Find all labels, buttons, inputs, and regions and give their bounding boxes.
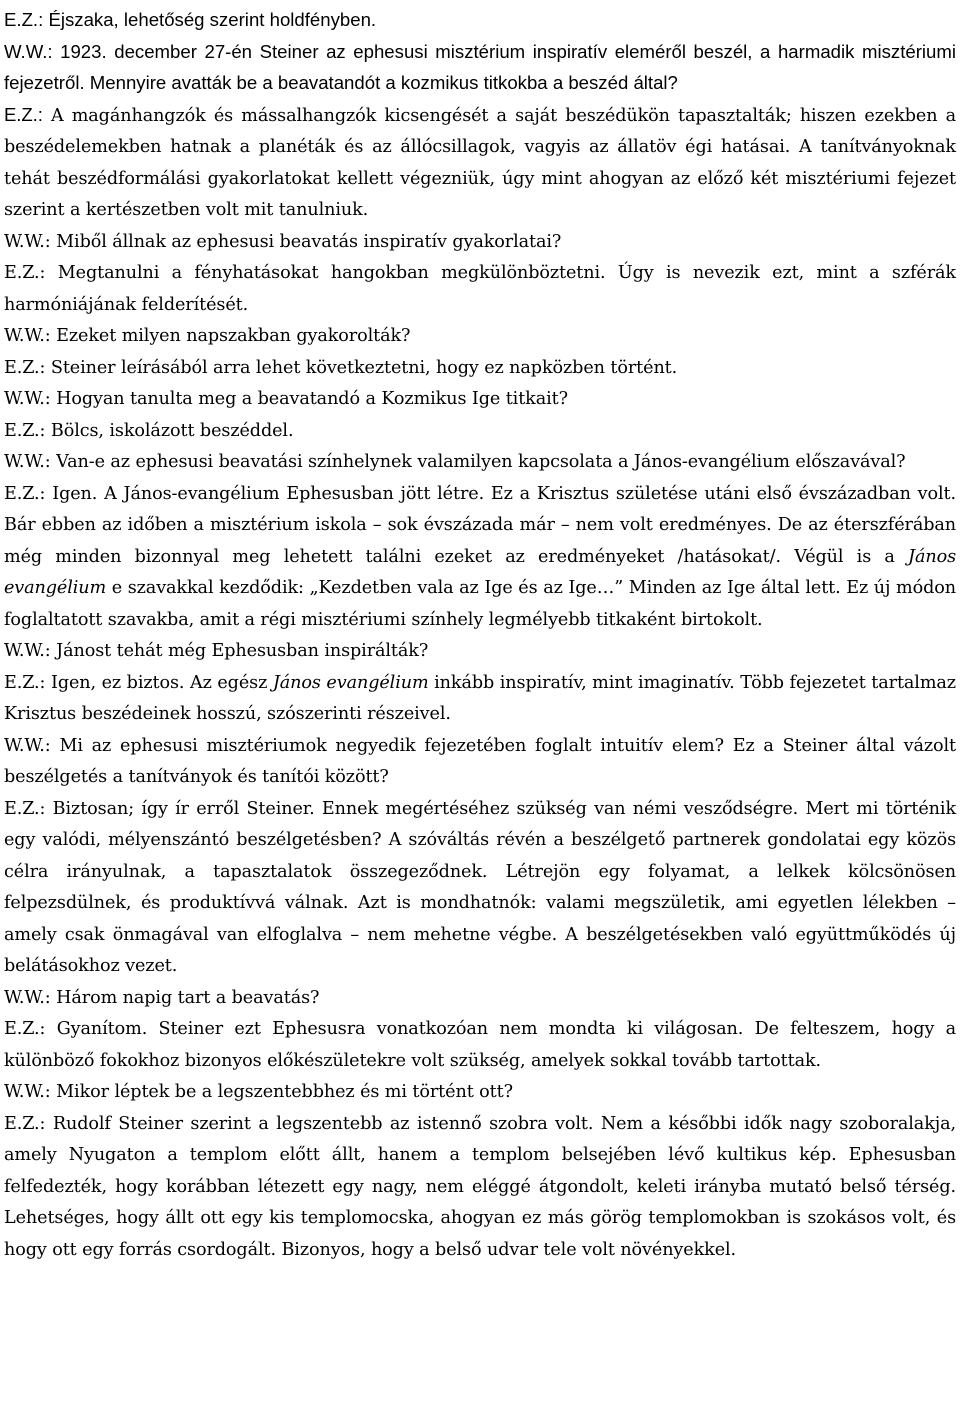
text-run: Igen. A János-evangélium Ephesusban jött létre. Ez a Krisztus születése utáni első évszázadban volt. Bár ebben az időben a misztérium iskola – sok évszázada már – nem volt eredményes. De az éterszférában még minden bizonnyal meg lehetett találni ezeket az eredményeket /hatásokat/. Végül is a bbox=[4, 483, 956, 567]
text-run: Mi az ephesusi misztériumok negyedik fejezetében foglalt intuitív elem? Ez a Steiner által vázolt beszélgetés a tanítványok és tanítói között? bbox=[4, 735, 956, 787]
text-run: Megtanulni a fényhatásokat hangokban megkülönböztetni. Úgy is nevezik ezt, mint a szférák harmóniájának felderítését. bbox=[4, 263, 956, 315]
speaker-label: W.W.: bbox=[4, 326, 51, 346]
dialogue-paragraph bbox=[4, 983, 956, 1015]
paragraph-text bbox=[56, 1082, 513, 1102]
dialogue-paragraph bbox=[4, 227, 956, 259]
dialogue-paragraph bbox=[4, 321, 956, 353]
dialogue-paragraph bbox=[4, 447, 956, 479]
paragraph-text bbox=[48, 9, 376, 30]
dialogue-paragraph bbox=[4, 99, 956, 227]
speaker-label: W.W.: bbox=[4, 1082, 51, 1102]
paragraph-text bbox=[56, 452, 905, 472]
text-run: Gyanítom. Steiner ezt Ephesusra vonatkozóan nem mondta ki világosan. De felteszem, hogy a különböző fokokhoz bizonyos előkészületekre volt szükség, amelyek sokkal tovább tartottak. bbox=[4, 1019, 956, 1071]
text-run: Biztosan; így ír erről Steiner. Ennek megértéséhez szükség van némi vesződségre. Mert mi történik egy valódi, mélyenszántó beszélgetésben? A szóváltás révén a beszélgető partnerek gondolatai egy közös célra irányulnak, a tapasztalatok összegeződnek. Létrejön egy folyamat, a lelkek kölcsönösen felpezsdülnek, és produktívvá válnak. Azt is mondhatnók: valami megszületik, ami egyetlen lélekben – amely csak önmagával van elfoglalva – nem mehetne végbe. A beszélgetésekben való együttműködés új belátásokhoz vezet. bbox=[4, 798, 957, 976]
dialogue-paragraph bbox=[4, 636, 956, 668]
speaker-label: W.W.: bbox=[4, 452, 51, 472]
paragraph-text bbox=[51, 421, 294, 441]
dialogue-paragraph bbox=[4, 1014, 956, 1077]
speaker-label: E.Z.: bbox=[4, 263, 46, 283]
paragraph-text bbox=[56, 232, 561, 252]
text-run: 1923. december 27-én Steiner az ephesusi misztérium inspiratív eleméről beszél, a harmadik misztériumi fejezetről. Mennyire avatták be a beavatandót a kozmikus titkokba a beszéd által? bbox=[4, 40, 956, 93]
dialogue-paragraph bbox=[4, 416, 956, 448]
text-run: Bölcs, iskolázott beszéddel. bbox=[50, 420, 294, 441]
paragraph-text bbox=[56, 988, 319, 1008]
italic-title: János evangélium bbox=[4, 546, 956, 598]
speaker-label: E.Z.: bbox=[4, 420, 46, 441]
dialogue-paragraph bbox=[4, 4, 956, 36]
italic-title: János evangélium bbox=[272, 672, 429, 693]
speaker-label: E.Z.: bbox=[4, 103, 43, 125]
dialogue-paragraph bbox=[4, 731, 956, 794]
paragraph-text bbox=[4, 41, 956, 94]
text-run: Jánost tehát még Ephesusban inspirálták? bbox=[56, 641, 429, 661]
text-run: Hogyan tanulta meg a beavatandó a Kozmikus Ige titkait? bbox=[56, 389, 568, 409]
dialogue-paragraph bbox=[4, 479, 956, 637]
paragraph-text bbox=[4, 1114, 956, 1260]
text-run: Ezeket milyen napszakban gyakorolták? bbox=[56, 326, 411, 346]
text-run: Steiner leírásából arra lehet következtetni, hogy ez napközben történt. bbox=[50, 357, 678, 378]
text-run: Rudolf Steiner szerint a legszentebb az istennő szobra volt. Nem a későbbi idők nagy szoboralakja, amely Nyugaton a templom előtt állt, hanem a templom belsejében lévő kultikus kép. Ephesusban felfedezték, hogy korábban létezett egy nagy, nem eléggé átgondolt, keleti irányba mutató belső térség. Lehetséges, hogy állt ott egy kis templomocska, ahogyan ez más görög templomokban is szokásos volt, és hogy ott egy forrás csordogált. Bizonyos, hogy a belső udvar tele volt növényekkel. bbox=[4, 1113, 956, 1260]
text-run: Mikor léptek be a legszentebbhez és mi történt ott? bbox=[56, 1082, 513, 1102]
paragraph-text bbox=[4, 736, 956, 788]
text-run: Igen, ez biztos. Az egész bbox=[50, 672, 273, 693]
text-run: inkább inspiratív, mint imaginatív. Több fejezetet tartalmaz Krisztus beszédeinek hosszú, szószerinti részeivel. bbox=[4, 672, 956, 724]
speaker-label: E.Z.: bbox=[4, 357, 46, 378]
paragraph-text bbox=[4, 103, 956, 221]
speaker-label: W.W.: bbox=[4, 389, 51, 409]
speaker-label: E.Z.: bbox=[4, 1019, 46, 1039]
document-page bbox=[4, 4, 956, 1266]
paragraph-text bbox=[4, 799, 956, 977]
dialogue-paragraph bbox=[4, 36, 956, 99]
dialogue-paragraph bbox=[4, 1109, 956, 1267]
paragraph-text bbox=[4, 263, 956, 315]
text-run: Miből állnak az ephesusi beavatás inspiratív gyakorlatai? bbox=[56, 231, 562, 252]
paragraph-text bbox=[51, 358, 677, 378]
paragraph-text bbox=[4, 673, 956, 725]
dialogue-paragraph bbox=[4, 384, 956, 416]
paragraph-text bbox=[56, 326, 410, 346]
speaker-label: W.W.: bbox=[4, 987, 51, 1008]
speaker-label: W.W.: bbox=[4, 735, 51, 756]
dialogue-paragraph bbox=[4, 668, 956, 731]
paragraph-text bbox=[4, 484, 956, 630]
speaker-label: E.Z.: bbox=[4, 1113, 46, 1134]
dialogue-paragraph bbox=[4, 258, 956, 321]
text-run: Három napig tart a beavatás? bbox=[56, 987, 320, 1008]
speaker-label: W.W.: bbox=[4, 641, 51, 661]
speaker-label: W.W.: bbox=[4, 231, 51, 252]
text-run: Van-e az ephesusi beavatási színhelynek valamilyen kapcsolata a János-evangélium előszavával? bbox=[56, 452, 906, 472]
speaker-label: E.Z.: bbox=[4, 798, 46, 819]
paragraph-text bbox=[4, 1019, 956, 1071]
paragraph-text bbox=[56, 389, 568, 409]
dialogue-paragraph bbox=[4, 794, 956, 983]
text-run: A magánhangzók és mássalhangzók kicsengését a saját beszédükön tapasztalták; hiszen ezekben a beszédelemekben hatnak a planéták és az állócsillagok, vagyis az állatöv égi hatásai. A tanítványoknak tehát beszédformálási gyakorlatokat kellett végezniük, úgy mint ahogyan az előző két misztériumi fejezet szerint a kertészetben volt mit tanulniuk. bbox=[4, 105, 956, 220]
dialogue-paragraph bbox=[4, 1077, 956, 1109]
speaker-label: E.Z.: bbox=[4, 483, 46, 504]
speaker-label: W.W.: bbox=[4, 40, 53, 62]
speaker-label: E.Z.: bbox=[4, 9, 44, 30]
dialogue-paragraph bbox=[4, 353, 956, 385]
paragraph-text bbox=[56, 641, 428, 661]
speaker-label: E.Z.: bbox=[4, 672, 46, 693]
text-run: e szavakkal kezdődik: „Kezdetben vala az Ige és az Ige…” Minden az Ige által lett. Ez új módon foglaltatott szavakba, amit a régi misztériumi színhely legmélyebb titkaként birtokolt. bbox=[4, 578, 956, 630]
text-run: Éjszaka, lehetőség szerint holdfényben. bbox=[48, 9, 377, 30]
